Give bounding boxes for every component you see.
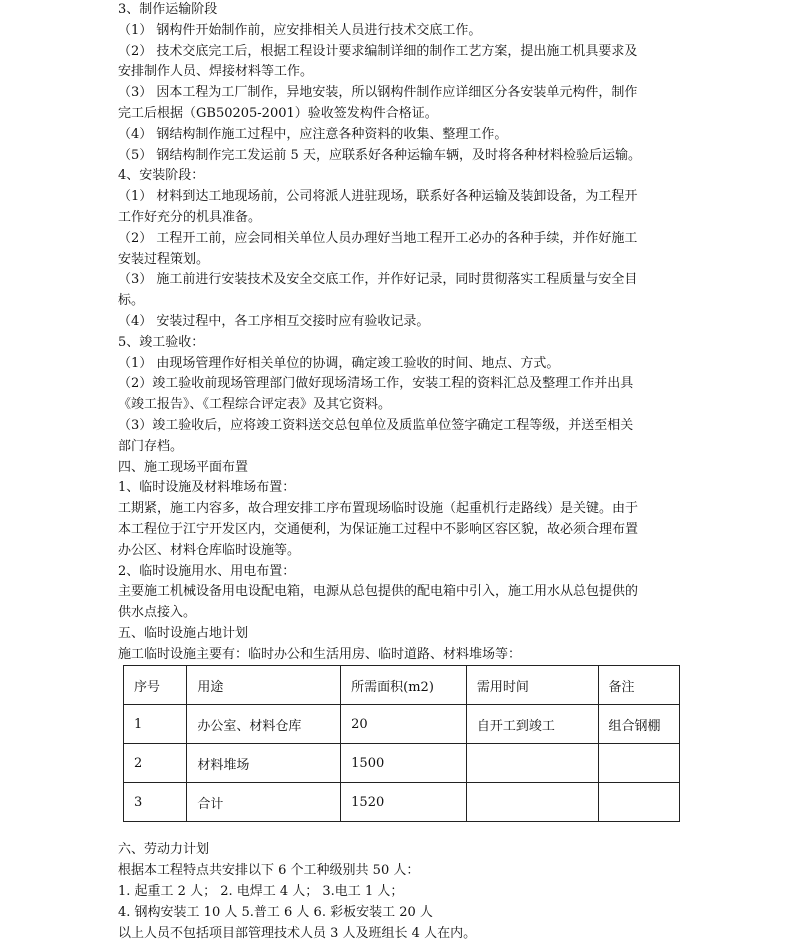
table-row [124, 705, 680, 744]
table-cell [466, 744, 598, 783]
text-line: 部门存档。 [118, 438, 184, 454]
text-line: （5） 钢结构制作完工发运前 5 天，应联系好各种运输车辆，及时将各种材料检验后运输。 [118, 147, 641, 163]
header-cell: 所需面积(m2) [341, 666, 467, 705]
text-line: （1） 材料到达工地现场前，公司将派人进驻现场，联系好各种运输及装卸设备，为工程开 [118, 189, 638, 205]
text-line: 以上人员不包括项目部管理技术人员 3 人及班组长 4 人在内。 [118, 926, 477, 941]
text-line: 六、劳动力计划 [118, 842, 210, 857]
header-cell: 需用时间 [466, 666, 598, 705]
text-line: （3） 施工前进行安装技术及安全交底工作，并作好记录，同时贯彻落实工程质量与安全目 [118, 272, 638, 288]
table-cell: 20 [341, 705, 467, 744]
text-line: 1、临时设施及材料堆场布置： [118, 480, 296, 496]
table-row [124, 783, 680, 822]
temporary-facilities-table [123, 665, 680, 822]
text-line: 标。 [118, 293, 145, 309]
text-line: 主要施工机械设备用电设配电箱，电源从总包提供的配电箱中引入，施工用水从总包提供的 [118, 584, 639, 600]
header-cell: 用途 [187, 666, 341, 705]
table-cell [466, 783, 598, 822]
table-cell: 组合钢棚 [598, 705, 679, 744]
text-line: 供水点接入。 [118, 605, 197, 621]
text-line: 五、临时设施占地计划 [118, 626, 249, 641]
text-line: 根据本工程特点共安排以下 6 个工种级别共 50 人： [118, 863, 420, 878]
text-line: （4） 钢结构制作施工过程中，应注意各种资料的收集、整理工作。 [118, 126, 508, 142]
text-line: （3）竣工验收后，应将竣工资料送交总包单位及质监单位签字确定工程等级，并送至相关 [118, 418, 634, 433]
table-cell [598, 744, 679, 783]
text-line: （4） 安装过程中，各工序相互交接时应有验收记录。 [118, 314, 430, 329]
text-line: 4、安装阶段： [118, 168, 205, 184]
text-line: 施工临时设施主要有：临时办公和生活用房、临时道路、材料堆场等： [118, 646, 522, 662]
text-line: 《竣工报告》、《工程综合评定表》及其它资料。 [118, 397, 392, 413]
table-cell: 3 [124, 783, 187, 822]
text-line: 本工程位于江宁开发区内，交通便利，为保证施工过程中不影响区容区貌，故必须合理布置 [118, 522, 639, 537]
text-line: 安排制作人员、焊接材料等工作。 [118, 64, 314, 80]
table-cell: 1520 [341, 783, 467, 822]
header-cell: 序号 [124, 666, 187, 705]
text-line: （2） 工程开工前，应会同相关单位人员办理好当地工程开工必办的各种手续，并作好施工 [118, 230, 638, 246]
table-cell [598, 783, 679, 822]
text-line: 完工后根据（GB50205-2001）验收签发构件合格证。 [118, 106, 438, 121]
text-line: 安装过程策划。 [118, 251, 210, 267]
text-line: （1） 由现场管理作好相关单位的协调，确定竣工验收的时间、地点、方式。 [118, 355, 560, 371]
table-cell: 2 [124, 744, 187, 783]
text-line: 办公区、材料仓库临时设施等。 [118, 542, 301, 558]
text-line: （2） 技术交底完工后，根据工程设计要求编制详细的制作工艺方案，提出施工机具要求及 [118, 43, 638, 59]
text-line: （1） 钢构件开始制作前，应安排相关人员进行技术交底工作。 [118, 22, 482, 38]
table-cell: 合计 [187, 783, 341, 822]
text-line: （3） 因本工程为工厂制作，异地安装，所以钢构件制作应详细区分各安装单元构件，制作 [118, 85, 638, 101]
table-row [124, 744, 680, 783]
text-line: 工作好充分的机具准备。 [118, 210, 262, 225]
table-cell: 办公室、材料仓库 [187, 705, 341, 744]
table-cell: 材料堆场 [187, 744, 341, 783]
text-line: 4. 钢构安装工 10 人 5.普工 6 人 6. 彩板安装工 20 人 [118, 905, 433, 920]
text-line: 5、竣工验收： [118, 334, 205, 350]
text-line: （2）竣工验收前现场管理部门做好现场清场工作，安装工程的资料汇总及整理工作并出具 [118, 376, 634, 392]
text-line: 1. 起重工 2 人； 2. 电焊工 4 人； 3.电工 1 人； [118, 884, 404, 899]
table-cell: 1500 [341, 744, 467, 783]
header-cell: 备注 [598, 666, 679, 705]
table-cell: 自开工到竣工 [466, 705, 598, 744]
text-line: 四、施工现场平面布置 [118, 459, 249, 475]
table-cell: 1 [124, 705, 187, 744]
table-header-row [124, 666, 680, 705]
text-line: 2、临时设施用水、用电布置： [118, 563, 296, 579]
text-line: 工期紧，施工内容多，故合理安排工序布置现场临时设施（起重机行走路线）是关键。由于 [118, 501, 639, 517]
text-line: 3、制作运输阶段 [118, 2, 218, 17]
